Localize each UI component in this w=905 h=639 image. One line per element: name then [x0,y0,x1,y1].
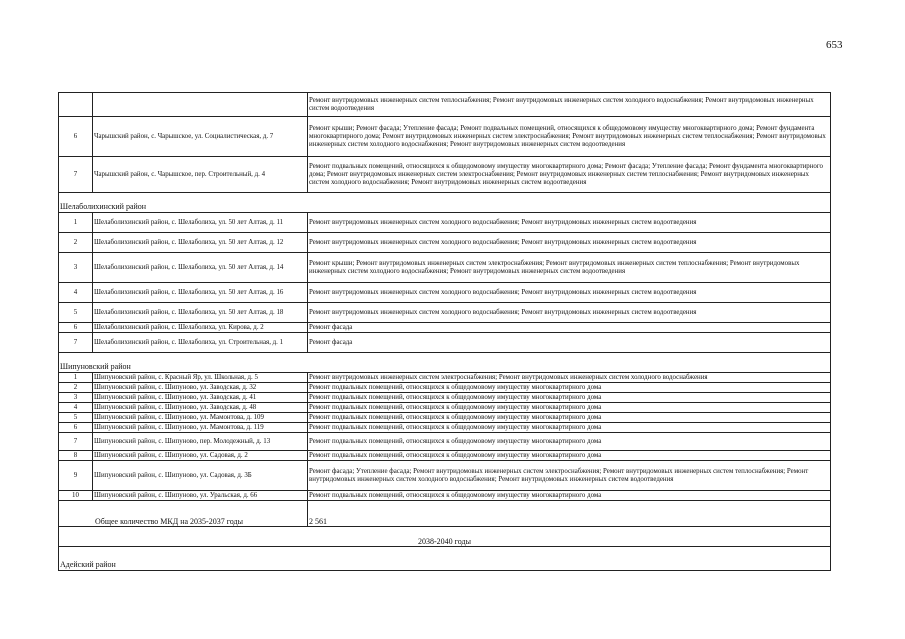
section-row [59,193,831,213]
table-row [59,283,831,303]
row-number-cell: 3 [59,393,93,403]
address-cell: Шипуновский район, с. Красный Яр, ул. Школьная, д. 5 [93,373,308,383]
row-number-cell: 6 [59,323,93,333]
period-label: 2038-2040 годы [59,527,831,547]
table-row [59,403,831,413]
table-row [59,157,831,193]
table-row [59,461,831,491]
work-type-cell: Ремонт подвальных помещений, относящихся к общедомовому имуществу многоквартирного дома [308,403,831,413]
work-type-cell: Ремонт подвальных помещений, относящихся к общедомовому имуществу многоквартирного дома [308,451,831,461]
row-number-cell: 10 [59,491,93,501]
work-type-cell: Ремонт крыши; Ремонт внутридомовых инженерных систем электроснабжения; Ремонт внутридомовых инженерных систем теплоснабжения; Ремонт внутридомовых инженерных систем холодного водоснабжения; Ремонт внутридомовых инженерных систем водоотведения [308,253,831,283]
table-row [59,373,831,383]
address-cell: Чарышский район, с. Чарышское, пер. Строительный, д. 4 [93,157,308,193]
row-number-cell: 9 [59,461,93,491]
address-cell: Шелаболихинский район, с. Шелаболиха, ул. 50 лет Алтая, д. 14 [93,253,308,283]
work-type-cell: Ремонт внутридомовых инженерных систем холодного водоснабжения; Ремонт внутридомовых инженерных систем водоотведения [308,303,831,323]
row-number-cell: 4 [59,283,93,303]
table-row [59,253,831,283]
table-row [59,393,831,403]
row-number-cell: 1 [59,373,93,383]
row-number-cell [59,93,93,117]
row-number-cell: 6 [59,423,93,433]
address-cell: Шипуновский район, с. Шипуново, ул. Мамонтова, д. 119 [93,423,308,433]
table-row [59,491,831,501]
row-number-cell: 8 [59,451,93,461]
work-type-cell: Ремонт фасада [308,323,831,333]
work-type-cell: Ремонт подвальных помещений, относящихся к общедомовому имуществу многоквартирного дома [308,413,831,423]
work-type-cell: Ремонт внутридомовых инженерных систем холодного водоснабжения; Ремонт внутридомовых инженерных систем водоотведения [308,283,831,303]
section-row [59,353,831,373]
district-heading-adei: Адейский район [59,547,831,571]
address-cell: Шипуновский район, с. Шипуново, ул. Заводская, д. 41 [93,393,308,403]
address-cell: Шипуновский район, с. Шипуново, ул. Заводская, д. 32 [93,383,308,393]
address-cell: Шелаболихинский район, с. Шелаболиха, ул. 50 лет Алтая, д. 11 [93,213,308,233]
address-cell: Шипуновский район, с. Шипуново, пер. Молодежный, д. 13 [93,433,308,451]
table-row [59,213,831,233]
address-cell: Чарышский район, с. Чарышское, ул. Социалистическая, д. 7 [93,117,308,157]
document-table-wrapper [58,92,830,571]
table-row [59,433,831,451]
work-type-cell: Ремонт подвальных помещений, относящихся к общедомовому имуществу многоквартирного дома [308,491,831,501]
work-type-cell: Ремонт фасада [308,333,831,353]
work-type-cell: Ремонт крыши; Ремонт фасада; Утепление фасада; Ремонт подвальных помещений, относящихся к общедомовому имуществу многоквартирного дома; Ремонт фундамента многоквартирного дома; Ремонт внутридомовых инженерных систем электроснабжения; Ремонт внутридомовых инженерных систем теплоснабжения; Ремонт внутридомовых инженерных систем холодного водоснабжения; Ремонт внутридомовых инженерных систем водоотведения [308,117,831,157]
address-cell [93,93,308,117]
address-cell: Шелаболихинский район, с. Шелаболиха, ул. 50 лет Алтая, д. 16 [93,283,308,303]
work-type-cell: Ремонт внутридомовых инженерных систем холодного водоснабжения; Ремонт внутридомовых инженерных систем водоотведения [308,233,831,253]
table-row [59,233,831,253]
address-cell: Шелаболихинский район, с. Шелаболиха, ул. 50 лет Алтая, д. 18 [93,303,308,323]
row-number-cell: 7 [59,333,93,353]
district-heading-shipunovo: Шипуновский район [59,353,831,373]
repair-table [58,92,831,571]
row-number-cell: 2 [59,383,93,393]
address-cell: Шипуновский район, с. Шипуново, ул. Уральская, д. 66 [93,491,308,501]
table-row [59,117,831,157]
row-number-cell: 6 [59,117,93,157]
table-row [59,451,831,461]
row-number-cell: 2 [59,233,93,253]
work-type-cell: Ремонт подвальных помещений, относящихся к общедомовому имуществу многоквартирного дома; Ремонт фасада; Утепление фасада; Ремонт фундамента многоквартирного дома; Ремонт внутридомовых инженерных систем электроснабжения; Ремонт внутридомовых инженерных систем теплоснабжения; Ремонт внутридомовых инженерных систем холодного водоснабжения; Ремонт внутридомовых инженерных систем водоотведения [308,157,831,193]
address-cell: Шипуновский район, с. Шипуново, ул. Садовая, д. 2 [93,451,308,461]
row-number-cell: 7 [59,157,93,193]
period-row [59,527,831,547]
address-cell: Шелаболихинский район, с. Шелаболиха, ул. Строительная, д. 1 [93,333,308,353]
total-row [59,501,831,527]
address-cell: Шелаболихинский район, с. Шелаболиха, ул. Кирова, д. 2 [93,323,308,333]
work-type-cell: Ремонт подвальных помещений, относящихся к общедомовому имуществу многоквартирного дома [308,423,831,433]
page-number: 653 [826,39,843,51]
work-type-cell: Ремонт внутридомовых инженерных систем холодного водоснабжения; Ремонт внутридомовых инженерных систем водоотведения [308,213,831,233]
work-type-cell: Ремонт подвальных помещений, относящихся к общедомовому имуществу многоквартирного дома [308,383,831,393]
work-type-cell: Ремонт подвальных помещений, относящихся к общедомовому имуществу многоквартирного дома [308,433,831,451]
table-row [59,423,831,433]
table-row [59,303,831,323]
row-number-cell: 1 [59,213,93,233]
work-type-cell: Ремонт подвальных помещений, относящихся к общедомовому имуществу многоквартирного дома [308,393,831,403]
row-number-cell: 4 [59,403,93,413]
table-body [59,93,831,571]
work-type-cell: Ремонт фасада; Утепление фасада; Ремонт внутридомовых инженерных систем электроснабжения; Ремонт внутридомовых инженерных систем теплоснабжения; Ремонт внутридомовых инженерных систем холодного водоснабжения; Ремонт внутридомовых инженерных систем водоотведения [308,461,831,491]
table-row [59,383,831,393]
district-heading-shelabolikha: Шелаболихинский район [59,193,831,213]
table-row [59,413,831,423]
section-row [59,547,831,571]
row-number-cell: 3 [59,253,93,283]
address-cell: Шипуновский район, с. Шипуново, ул. Мамонтова, д. 109 [93,413,308,423]
table-row [59,93,831,117]
table-row [59,333,831,353]
work-type-cell: Ремонт внутридомовых инженерных систем теплоснабжения; Ремонт внутридомовых инженерных систем холодного водоснабжения; Ремонт внутридомовых инженерных систем водоотведения [308,93,831,117]
address-cell: Шипуновский район, с. Шипуново, ул. Заводская, д. 48 [93,403,308,413]
total-label: Общее количество МКД на 2035-2037 годы [59,501,308,527]
total-value: 2 561 [308,501,831,527]
work-type-cell: Ремонт внутридомовых инженерных систем электроснабжения; Ремонт внутридомовых инженерных систем холодного водоснабжения [308,373,831,383]
address-cell: Шелаболихинский район, с. Шелаболиха, ул. 50 лет Алтая, д. 12 [93,233,308,253]
table-row [59,323,831,333]
row-number-cell: 7 [59,433,93,451]
address-cell: Шипуновский район, с. Шипуново, ул. Садовая, д. 3Б [93,461,308,491]
row-number-cell: 5 [59,303,93,323]
row-number-cell: 5 [59,413,93,423]
